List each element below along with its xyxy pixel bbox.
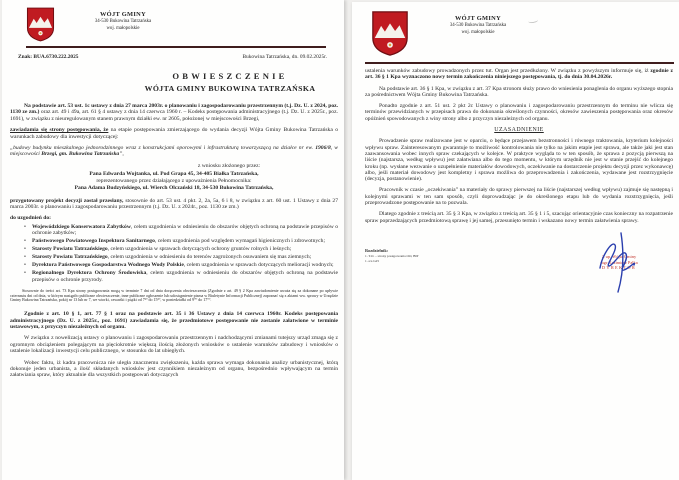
notice-rest: na etapie postępowania zmierzającego do wydania decyzji Wójta Gminy Bukowina Tatrzańska o warunkach zabudowy dla inwestycji dotyczącej: [10,127,338,140]
legal-basis-bold: Na podstawie art. 53 ust. 1c ustawy z dnia 27 marca 2003r. o planowaniu i zagospodarowaniu przestrzennym (t.j. Dz. U. z 2024, poz. 1130 ze zm.) [10,103,338,116]
justification-paragraph-2: Pracownik w czasie „oczekiwania” na materiały do sprawy pierwszej na liście (najstarszej według wpływu) zajmuje się następną i kolejnymi sprawami w ten sam sposób, czyli doprowadzając je do określonego etapu lub do wydania rozstrzygnięcia, jeśli przeprowadzone postępowanie na to pozwala. [365,187,673,207]
agency-item [32,238,338,244]
justification-heading: UZASADNIENIE [494,127,544,134]
agency-list [10,224,338,283]
agency-purpose: , celem uzgodnienia w odniesieniu do terenów zagrożonych osuwaniem się mas ziemnych; [107,254,312,261]
quote-mid: , w miejscowości [10,145,338,158]
header-rule [26,46,326,48]
quote-plot-number: 1906/8 [315,145,331,152]
distribution-label: Rozdzielnik: [365,248,389,253]
agency-purpose: , celem uzgodnienia pod względem wymagań higienicznych i zdrowotnych; [154,238,325,245]
agency-purpose: , celem uzgodnienia w sprawach dotyczących ochrony gruntów rolnych i leśnych; [107,246,292,253]
notice-bold: zawiadamia się strony postępowania, że [10,127,109,134]
authority-region: woj. małopolskie [461,29,495,35]
quote-end: ”, [119,151,124,158]
justification-paragraph-1: Prowadzenie spraw realizowane jest w oparciu, o będące przejawem bezstronności i równego traktowania, kryterium kolejności wpływu spraw. Zainteresowanym gwarantuje to możliwość kontrolowania nie tylko na jakim etapie jest sprawa, ale także jaki jest stan zaawansowania wobec innych spraw czekających w kolejce. W praktyce wygląda to w ten sposób, że sprawa z pozycją pierwszą na liście (najstarsza, według wpływu) jest załatwiana albo do tego momentu, w którym urzędnik nie jest w stanie przejść do kolejnego kroku (np. wysłane wezwanie o uzupełnienie materiałów dowodowych, oczekiwanie na dostarczenie projektu decyzji przez wykonawcę) albo, jeśli materiał dowodowy jest kompletny i sprawa możliwa do przeprowadzenia i zakończenia, wydawane jest rozstrzygnięcie (decyzja, postanowienie). [365,138,673,183]
reference-row [18,54,327,60]
scan-artifact [528,17,539,23]
agency-purpose: , celem uzgodnienia w sprawach dotyczących melioracji wodnych; [183,262,334,269]
agency-name: Wojewódzkiego Konserwatora Zabytków [32,223,131,230]
notice-paragraph [10,127,338,140]
justification-paragraph-3: Dlatego zgodnie z treścią art. 35 § 3 Kpa, w związku z treścią art. 35 § 1 i 5, szacując orientacyjnie czas konieczny na rozpatrzenie spraw poprzedzających przedmiotową sprawę i jej samej, przesunięto termin i wskazano nowy termin załatwienia sprawy. [365,211,673,224]
agency-name: Starosty Powiatu Tatrzańskiego [32,246,108,253]
distribution-list [365,249,418,263]
exclusion-paragraph: Ponadto zgodnie z art. 51 ust. 2 pkt 2c Ustawy o planowaniu i zagospodarowaniu przestrzennym do terminu nie wlicza się terminów przewidzianych w przepisach prawa do dokonania określonych czynności, okresów zawieszenia postępowania oraz okresów opóźnień spowodowanych z winy strony albo z przyczyn niezależnych od organu. [365,103,673,122]
attorney-name: Pana Adama Budzyńskiego, ul. Wierch Olczański 18, 34-530 Bukowina Tatrzańska, [74,184,274,191]
agency-purpose: , celem uzgodnienia w odniesieniu do obszarów objętych ochroną na podstawie przepisów o ochronie przyrody. [32,270,338,283]
agency-item [32,270,338,283]
header-rule [365,62,674,64]
agency-item [32,262,338,268]
agency-item [32,246,338,252]
authority-region: woj. małopolskie [106,25,140,31]
page1-body [10,103,338,384]
investment-quote [10,145,338,158]
agency-name: Starosty Powiatu Tatrzańskiego [32,254,108,261]
legal-basis-rest: oraz art. 49 i 49a, art. 61 § 4 ustawy z dnia 14 czerwca 1960 r. – Kodeks postępowania administracyjnego (t.j. Dz. U. z 2025r., poz. 1691), w związku z nieuregulowanym stanem prawnym działki ew. nr 2605, położonej w miejscowości Brzegi, [10,109,338,122]
document-title [59,71,401,93]
authority-address: 34-530 Bukowina Tatrzańska [449,23,507,29]
reference-number: Znak: BUA.6730.222.2025 [18,54,79,60]
project-sent-paragraph [10,198,338,211]
signature-block [564,238,674,302]
distribution-item: 1. a/a G25 [365,258,380,263]
applicant-block [10,171,338,191]
coat-of-arms-icon [26,6,55,43]
authority-address: 34-530 Bukowina Tatrzańska [94,19,152,25]
appeal-paragraph: Na podstawie art. 36 § 1 Kpa, w związku z art. 37 Kpa stronom służy prawo do wniesienia ponaglenia do organu wyższego stopnia za pośrednictwem Wójta Gminy Bukowina Tatrzańska. [365,85,673,98]
coat-of-arms-icon [370,10,410,57]
agency-name: Dyrektora Państwowego Gospodarstwa Wodnego Wody Polskie [32,262,184,269]
page2-letterhead-text [422,15,534,57]
agency-name: Regionalnego Dyrektora Ochrony Środowiska [32,270,147,277]
authority-name: WÓJT GMINY [454,15,502,22]
project-sent-bold: przygotowany projekt decyzji został przesłany, [10,197,124,204]
delay-notice: Zgodnie z art. 10 § 1, art. 77 § 1 oraz na podstawie art. 35 i 36 Ustawy z dnia 14 czerwca 1960r. Kodeks postępowania administracyjnego (Dz. U. z 2025r., poz. 1691) zawiadamia się, że przedmiotowe postępowanie nie zostanie załatwione w terminie ustawowym, z przyczyn niezależnych od organu. [10,311,338,330]
page2-body [365,68,673,229]
project-sent-rest: stosownie do art. 53 ust. 4 pkt. 2, 2a, 5a, 6 i 8, w związku z art. 60 ust. 1 Ustawy z dnia 27 marca 2003r. o planowaniu i zagospodarowaniu przestrzennym (t.j. Dz. U. z 2024r., poz. 1130 ze zm.) [10,197,338,211]
new-deadline-bold: zgodnie z art. 36 § 1 Kpa wyznaczono nowy termin zakończenia niniejszego postępowania, tj. do dnia 30.04.2026r. [365,68,673,81]
applicant-name: Pana Edwarda Wojtanka, ul. Pod Grapa 45, 34-405 Białka Tatrzańska, [89,171,259,178]
stamp-authority: Z up. Wójta Gminy [601,254,637,259]
page-1 [2,0,344,480]
agency-name: Państwowego Powiatowego Inspektora Sanitarnego [32,238,155,245]
place-date: Bukowina Tatrzańska, dn. 09.02.2025r. [242,54,327,60]
agency-purpose: , celem uzgodnienia w odniesieniu do obszarów objętych ochroną na podstawie przepisów o ochronie zabytków; [32,223,338,237]
continuation-paragraph [365,68,673,81]
quote-place: Brzegi, gm. Bukowina Tatrzańska [41,151,120,158]
fine-print: Stosownie do treści art. 73 Kpa strony postępowania mogą w terminie 7 dni od dnia doręczenia obwieszczenia (Zgodnie z art. 49 § 2 Kpa zawiadomienie uważa się za dokonane po upływie czternastu dni od dnia, w którym nastąpiło publiczne obwieszczenie, inne publiczne ogłoszenie lub udostępnienie pisma w Biuletynie Informacji Publicznej) zapoznać się z aktami ww. sprawy w Urzędzie Gminy Bukowina Tatrzańska, pokój nr 13 lub nr 7, we wtorki, czwartki i piątki od 7³⁰ do 15³⁰, w poniedziałki od 9⁰⁰ do 17⁰⁰. [10,288,338,303]
agency-item [32,254,338,260]
stamp-name: mgr Kazimierz Palka [600,259,638,265]
distribution-item: 1. T.O. – strony postępowania OO, BIP [365,254,419,259]
quote-pre: „budowy budynku mieszkalnego jednorodzinnego wraz z konstrukcjami oporowymi i infrastrukturą towarzyszącą na działce nr ew. [10,145,316,152]
page1-letterhead [26,6,179,43]
page1-letterhead-text [67,11,179,43]
applicant-representation: reprezentowanego przez działającego z upoważnienia Pełnomocnika: [96,178,252,185]
page2-letterhead [370,10,534,57]
agencies-lead: do uzgodnień do: [10,215,52,222]
stamp-title: DYREKTOR [601,265,637,271]
page-2 [352,2,679,480]
title-line-2: WÓJTA GMINY BUKOWINA TATRZAŃSKA [144,83,316,93]
staff-paragraph: Wobec faktu, iż kadra pracownicza nie uległa znacznemu zwiększeniu, każda sprawa wymaga dokonania analizy urbanistycznej, którą dokonuje jeden urbanista, a ilość składanych wniosków jest czynnikiem niezależnym od organu, bezpośrednio wpływającym na termin załatwiania spraw, który aktualnie dla wszystkich postępowań dotyczących [10,359,338,379]
agency-item [32,224,338,237]
title-line-1: OBWIESZCZENIE [172,71,288,81]
handwritten-signature [594,230,646,296]
authority-name: WÓJT GMINY [99,11,147,18]
continuation-pre: ustalenia warunków zabudowy prowadzonych przez tut. Organ jest przedłużony. W związku z powyższym informuje się, iż [365,68,651,74]
request-intro: z wniosku złożonego przez: [197,162,261,169]
workload-paragraph: W związku z nowelizacją ustawy o planowaniu i zagospodarowaniu przestrzennym i nadchodzącymi zmianami tutejszy urząd zmaga się z ogromnym obciążeniem polegającym na pięciokrotnie większą ilością złożonych wniosków o ustalenie warunków zabudowy i wniosków o ustalenie lokalizacji inwestycji celu publicznego, w stosunku do lat ubiegłych. [10,335,338,355]
legal-basis-paragraph [10,103,338,122]
